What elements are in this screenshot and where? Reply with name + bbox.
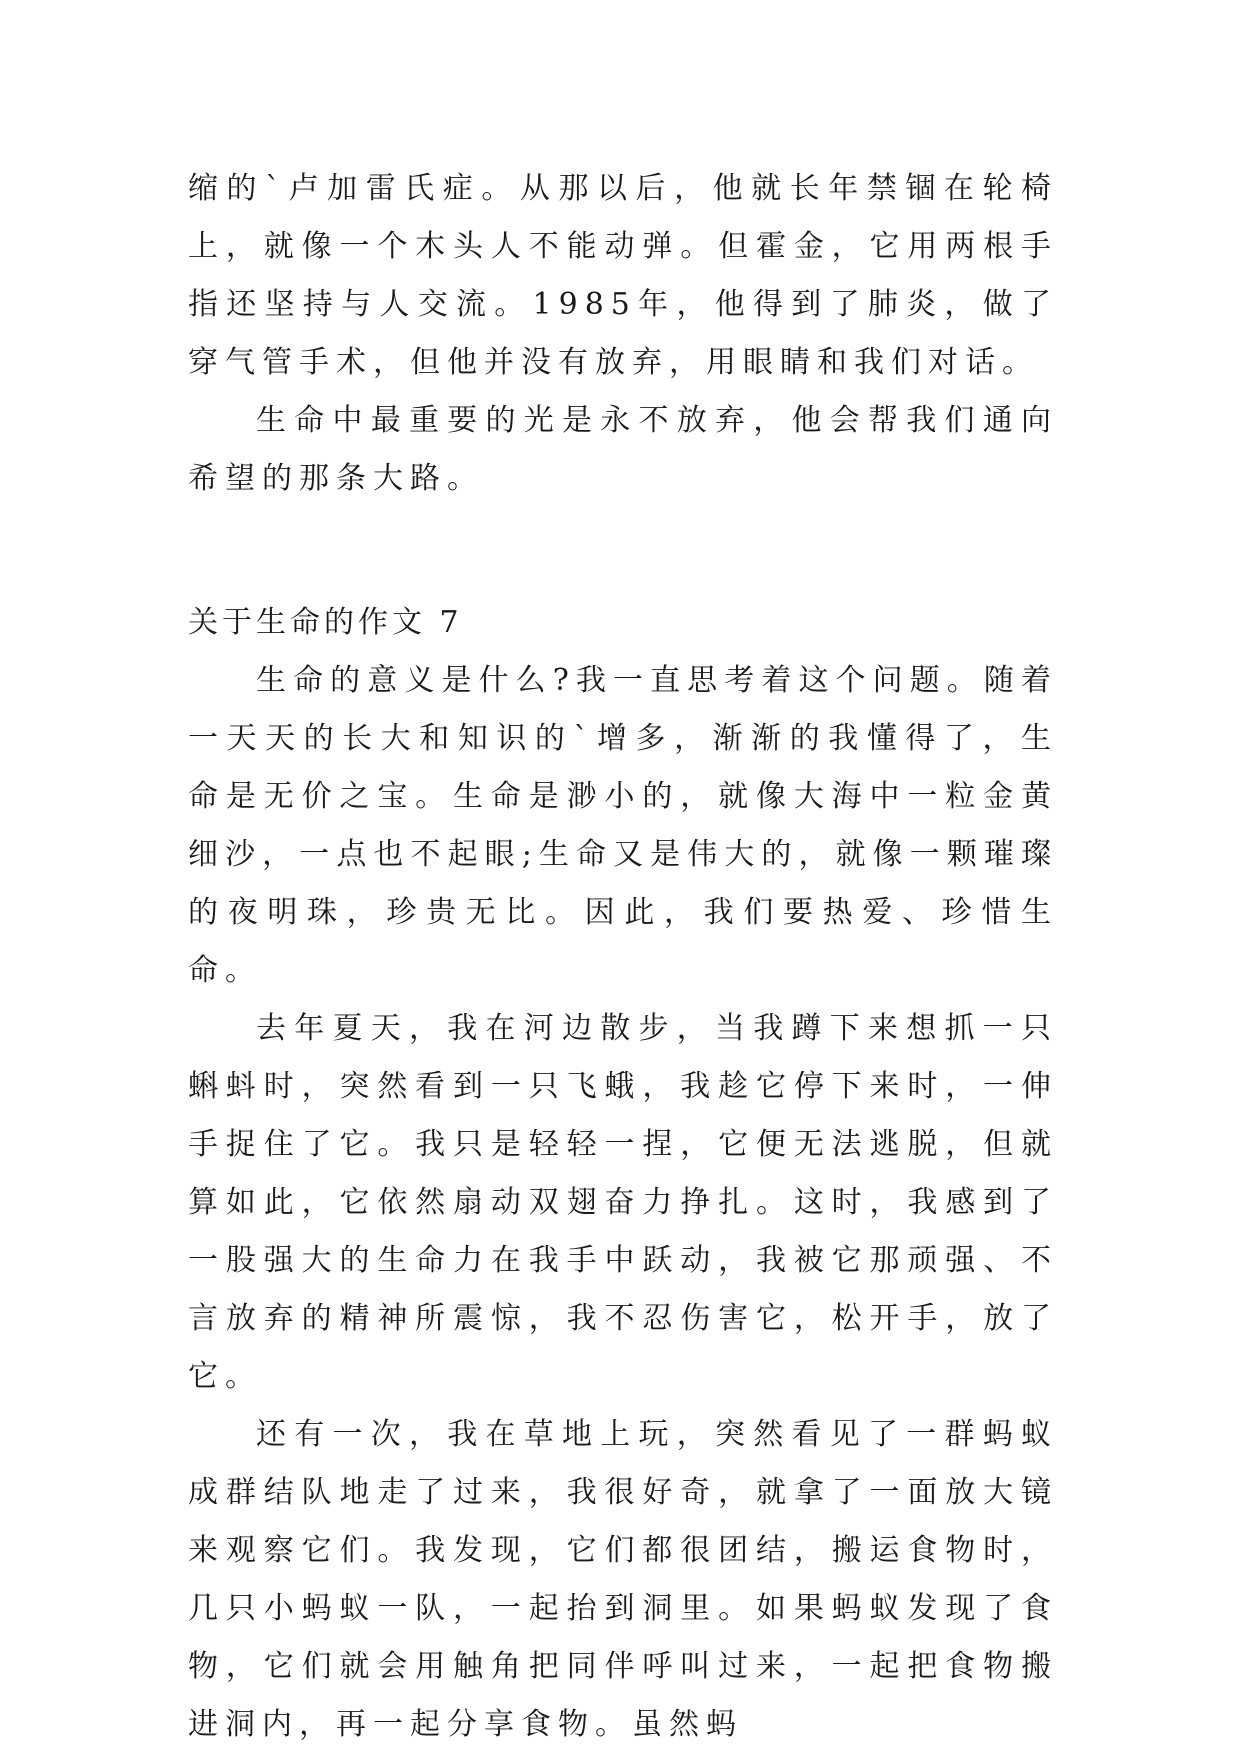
paragraph: 生命中最重要的光是永不放弃，他会帮我们通向希望的那条大路。 bbox=[188, 403, 1058, 496]
paragraph: 去年夏天，我在河边散步，当我蹲下来想抓一只蝌蚪时，突然看到一只飞蛾，我趁它停下来时，一伸手捉住了它。我只是轻轻一捏，它便无法逃脱，但就算如此，它依然扇动双翅奋力挣扎。这时，我感到了一股强大的生命力在我手中跃动，我被它那顽强、不言放弃的精神所震惊，我不忍伤害它，松开手，放了它。 bbox=[188, 1011, 1058, 1394]
paragraph-continuation: 缩的`卢加雷氏症。从那以后，他就长年禁锢在轮椅上，就像一个木头人不能动弹。但霍金，它用两根手指还坚持与人交流。1985年，他得到了肺炎，做了穿气管手术，但他并没有放弃，用眼睛和我们对话。 bbox=[188, 171, 1058, 380]
paragraph: 还有一次，我在草地上玩，突然看见了一群蚂蚁成群结队地走了过来，我很好奇，就拿了一面放大镜来观察它们。我发现，它们都很团结，搬运食物时，几只小蚂蚁一队，一起抬到洞里。如果蚂蚁发现了食物，它们就会用触角把同伴呼叫过来，一起把食物搬进洞内，再一起分享食物。虽然蚂 bbox=[188, 1417, 1058, 1742]
section-spacer bbox=[188, 508, 1058, 594]
document-body bbox=[188, 160, 1058, 1754]
section-title: 关于生命的作文 7 bbox=[188, 605, 463, 640]
paragraph: 生命的意义是什么?我一直思考着这个问题。随着一天天的长大和知识的`增多，渐渐的我懂得了，生命是无价之宝。生命是渺小的，就像大海中一粒金黄细沙，一点也不起眼;生命又是伟大的，就像一颗璀璨的夜明珠，珍贵无比。因此，我们要热爱、珍惜生命。 bbox=[188, 663, 1058, 988]
